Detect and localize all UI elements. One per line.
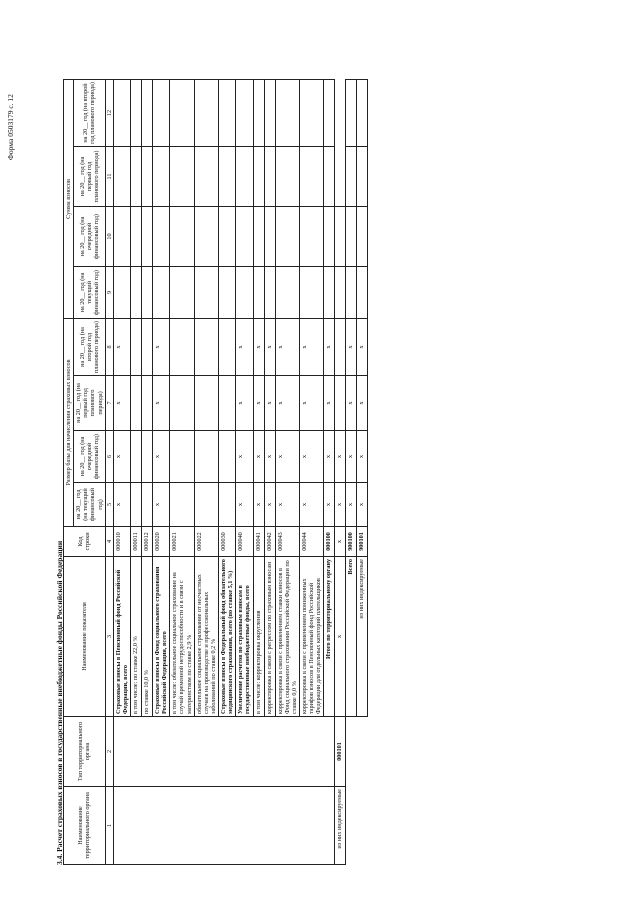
empty-cell — [346, 717, 357, 865]
x-mark-cell: x — [335, 431, 346, 483]
column-number: 11 — [105, 146, 113, 206]
x-mark-cell: x — [346, 318, 357, 375]
column-number: 6 — [105, 431, 113, 483]
value-cell — [142, 146, 153, 206]
header-sum-group: Сумма взносов — [64, 79, 74, 318]
value-cell — [236, 266, 253, 318]
x-mark-cell: x — [264, 318, 275, 375]
total-code: 900101 — [357, 527, 368, 557]
section-title: 3.4. Расчет страховых взносов в государственные внебюджетные фонды Российской Федерации — [55, 540, 64, 865]
x-mark-cell: x — [153, 376, 170, 431]
value-cell — [264, 146, 275, 206]
column-number: 7 — [105, 376, 113, 431]
header-base-current: на 20__ год (на текущий финансовый год) — [74, 483, 106, 527]
value-cell — [153, 79, 170, 146]
value-cell — [346, 146, 357, 206]
column-number: 9 — [105, 266, 113, 318]
x-mark-cell: x — [253, 431, 264, 483]
value-cell — [194, 146, 218, 206]
row-code: 000020 — [153, 527, 170, 557]
value-cell — [113, 146, 130, 206]
x-mark-cell: x — [335, 483, 346, 527]
value-cell — [219, 266, 236, 318]
row-label: обязательное социальное страхование от несчастных случаев на производстве и профессиональных заболеваний по ставке 0,2 % — [194, 557, 218, 717]
x-mark-cell: x — [153, 318, 170, 375]
header-sum-current: на 20__ год (на текущий финансовый год) — [74, 266, 106, 318]
x-mark-cell: x — [275, 431, 299, 483]
x-mark-cell: x — [236, 483, 253, 527]
value-cell — [194, 483, 218, 527]
column-number: 10 — [105, 206, 113, 266]
value-cell — [299, 146, 323, 206]
x-mark-cell: x — [324, 376, 335, 431]
x-mark-cell: x — [264, 431, 275, 483]
row-code: 000040 — [236, 527, 253, 557]
x-mark-cell: x — [324, 483, 335, 527]
total-row — [357, 79, 368, 864]
value-cell — [335, 318, 346, 375]
x-mark-cell: x — [236, 431, 253, 483]
x-mark-cell: x — [299, 483, 323, 527]
value-cell — [131, 266, 142, 318]
total-label: Итого по территориальному органу — [324, 557, 335, 717]
value-cell — [219, 376, 236, 431]
value-cell — [170, 376, 194, 431]
empty-cell — [357, 717, 368, 865]
x-mark-cell: x — [113, 376, 130, 431]
value-cell — [253, 146, 264, 206]
x-mark-cell: x — [264, 483, 275, 527]
value-cell — [153, 266, 170, 318]
value-cell — [264, 266, 275, 318]
column-number: 5 — [105, 483, 113, 527]
total-code: 900100 — [346, 527, 357, 557]
x-mark-cell: x — [357, 376, 368, 431]
row-code: 000042 — [264, 527, 275, 557]
x-mark-cell: x — [299, 318, 323, 375]
x-mark-cell: x — [253, 483, 264, 527]
value-cell — [219, 483, 236, 527]
header-sum-plan1: на 20__ год (на первый год планового периода) — [74, 146, 106, 206]
row-code: 000043 — [275, 527, 299, 557]
x-mark-cell: x — [357, 318, 368, 375]
total-label: из них индексируемые — [335, 787, 346, 865]
value-cell — [194, 431, 218, 483]
value-cell — [236, 146, 253, 206]
value-cell — [324, 206, 335, 266]
x-mark-cell: x — [346, 483, 357, 527]
header-name: Наименование территориального органа — [64, 787, 106, 865]
value-cell — [131, 318, 142, 375]
value-cell — [299, 206, 323, 266]
row-label: корректировка в связи с применением пониженных тарифов взносов в Пенсионный фонд Российской Федерации для отдельных категорий плательщиков — [299, 557, 323, 717]
x-mark-cell: x — [335, 557, 346, 717]
value-cell — [264, 79, 275, 146]
row-code: 000010 — [113, 527, 130, 557]
column-number: 3 — [105, 557, 113, 717]
x-mark-cell: x — [299, 376, 323, 431]
value-cell — [219, 206, 236, 266]
value-cell — [299, 79, 323, 146]
value-cell — [194, 206, 218, 266]
header-sum-next: на 20__ год (на очередной финансовый год) — [74, 206, 106, 266]
value-cell — [142, 318, 153, 375]
value-cell — [142, 431, 153, 483]
row-label: Страховые взносы в Фонд социального страхования Российской Федерации, всего — [153, 557, 170, 717]
value-cell — [131, 206, 142, 266]
value-cell — [153, 146, 170, 206]
value-cell — [131, 483, 142, 527]
value-cell — [299, 266, 323, 318]
territorial-type-cell — [113, 717, 335, 787]
x-mark-cell: x — [253, 318, 264, 375]
x-mark-cell: x — [346, 376, 357, 431]
value-cell — [194, 376, 218, 431]
value-cell — [142, 206, 153, 266]
value-cell — [219, 146, 236, 206]
row-label: корректировка в связи с регрессом по страховым взносам — [264, 557, 275, 717]
value-cell — [335, 376, 346, 431]
column-number: 12 — [105, 79, 113, 146]
x-mark-cell: x — [357, 483, 368, 527]
value-cell — [113, 79, 130, 146]
value-cell — [264, 206, 275, 266]
header-sum-plan2: на 20__ год (на второй год планового периода) — [74, 79, 106, 146]
header-base-next: на 20__ год (на очередной финансовый год) — [74, 431, 106, 483]
value-cell — [253, 79, 264, 146]
territorial-name-cell — [113, 787, 335, 865]
value-cell — [253, 266, 264, 318]
value-cell — [324, 79, 335, 146]
value-cell — [113, 266, 130, 318]
row-label: в том числе: корректировка округления — [253, 557, 264, 717]
column-numbers-row — [105, 79, 113, 864]
value-cell — [253, 206, 264, 266]
value-cell — [236, 206, 253, 266]
value-cell — [194, 79, 218, 146]
value-cell — [219, 79, 236, 146]
x-mark-cell: x — [346, 431, 357, 483]
row-code: 000041 — [253, 527, 264, 557]
value-cell — [275, 206, 299, 266]
value-cell — [131, 146, 142, 206]
value-cell — [170, 266, 194, 318]
column-number: 8 — [105, 318, 113, 375]
total-row — [346, 79, 357, 864]
total-code: 000101 — [335, 717, 346, 787]
value-cell — [357, 146, 368, 206]
header-base-plan1: на 20__ год (на первый год планового периода) — [74, 376, 106, 431]
x-mark-cell: x — [299, 431, 323, 483]
value-cell — [357, 79, 368, 146]
value-cell — [357, 206, 368, 266]
total-label: из них индексируемые — [357, 557, 368, 717]
row-code: 000022 — [194, 527, 218, 557]
value-cell — [335, 266, 346, 318]
row-label: в том числе: по ставке 22,0 % — [131, 557, 142, 717]
value-cell — [219, 318, 236, 375]
x-mark-cell: x — [275, 376, 299, 431]
total-label: Всего — [346, 557, 357, 717]
value-cell — [236, 79, 253, 146]
x-mark-cell: x — [253, 376, 264, 431]
value-cell — [324, 146, 335, 206]
x-mark-cell: x — [264, 376, 275, 431]
x-mark-cell: x — [153, 431, 170, 483]
value-cell — [275, 79, 299, 146]
x-mark-cell: x — [236, 318, 253, 375]
column-number: 1 — [105, 787, 113, 865]
header-type: Тип территориального органа — [64, 717, 106, 787]
value-cell — [346, 79, 357, 146]
x-mark-cell: x — [113, 318, 130, 375]
value-cell — [170, 79, 194, 146]
row-label: по ставке 10,0 % — [142, 557, 153, 717]
value-cell — [335, 206, 346, 266]
x-mark-cell: x — [324, 318, 335, 375]
row-label: в том числе: обязательное социальное страхование на случай временной нетрудоспособности и в связи с материнством по ставке 2,9 % — [170, 557, 194, 717]
header-base-group: Размер базы для начисления страховых взносов — [64, 318, 74, 526]
row-code: 000030 — [219, 527, 236, 557]
value-cell — [131, 79, 142, 146]
row-code: 000011 — [131, 527, 142, 557]
x-mark-cell: x — [113, 431, 130, 483]
header-code: Код строки — [64, 527, 106, 557]
row-label: Страховые взносы в Пенсионный фонд Российской Федерации, всего — [113, 557, 130, 717]
value-cell — [194, 318, 218, 375]
value-cell — [170, 146, 194, 206]
value-cell — [113, 206, 130, 266]
value-cell — [142, 79, 153, 146]
value-cell — [170, 483, 194, 527]
value-cell — [219, 431, 236, 483]
contributions-table — [63, 79, 368, 865]
total-code: 000100 — [324, 527, 335, 557]
value-cell — [346, 266, 357, 318]
x-mark-cell: x — [335, 527, 346, 557]
value-cell — [357, 266, 368, 318]
x-mark-cell: x — [324, 431, 335, 483]
row-label: корректировка в связи с применением ставки взносов в Фонд социального страхования Российской Федерации по ставке 0,0 % — [275, 557, 299, 717]
value-cell — [275, 146, 299, 206]
value-cell — [131, 376, 142, 431]
value-cell — [142, 376, 153, 431]
value-cell — [170, 431, 194, 483]
row-label: Увеличение расчетов по страховым взносам в государственные внебюджетные фонды, всего — [236, 557, 253, 717]
value-cell — [131, 431, 142, 483]
value-cell — [170, 206, 194, 266]
header-base-plan2: на 20__ год (на второй год планового периода) — [74, 318, 106, 375]
x-mark-cell: x — [113, 483, 130, 527]
header-indicator: Наименование показателя — [64, 557, 106, 717]
value-cell — [142, 266, 153, 318]
x-mark-cell: x — [236, 376, 253, 431]
column-number: 4 — [105, 527, 113, 557]
row-code: 000012 — [142, 527, 153, 557]
value-cell — [324, 266, 335, 318]
x-mark-cell: x — [275, 483, 299, 527]
value-cell — [170, 318, 194, 375]
value-cell — [275, 266, 299, 318]
row-code: 000044 — [299, 527, 323, 557]
row-code: 000021 — [170, 527, 194, 557]
value-cell — [142, 483, 153, 527]
row-label: Страховые взносы в Федеральный фонд обязательного медицинского страхования, всего (по ставке 5,1 %) — [219, 557, 236, 717]
value-cell — [346, 206, 357, 266]
x-mark-cell: x — [357, 431, 368, 483]
x-mark-cell: x — [275, 318, 299, 375]
form-number: Форма 0503179 с. 12 — [6, 94, 15, 160]
total-row — [335, 79, 346, 864]
column-number: 2 — [105, 717, 113, 787]
x-mark-cell: x — [153, 483, 170, 527]
table-row — [113, 79, 130, 864]
value-cell — [153, 206, 170, 266]
value-cell — [194, 266, 218, 318]
